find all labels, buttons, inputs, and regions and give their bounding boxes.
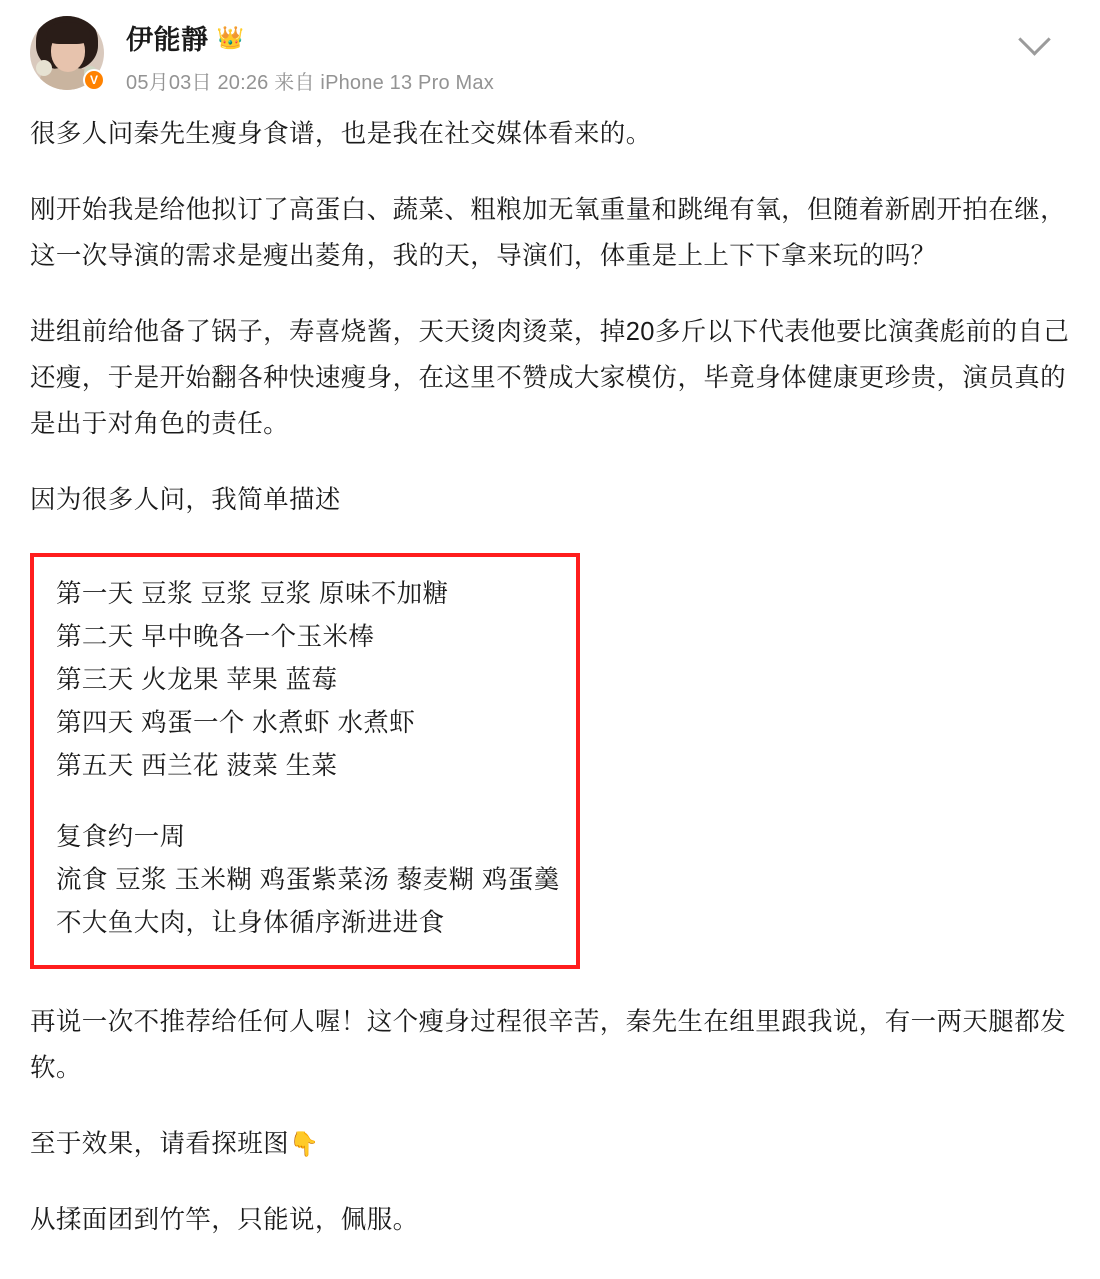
post-paragraph: 进组前给他备了锅子，寿喜烧酱，天天烫肉烫菜，掉20多斤以下代表他要比演龚彪前的自己还瘦，于是开始翻各种快速瘦身，在这里不赞成大家模仿，毕竟身体健康更珍贵，演员真的是出于对角色的责任。 (30, 318, 1070, 438)
post-paragraph: 刚开始我是给他拟订了高蛋白、蔬菜、粗粮加无氧重量和跳绳有氧，但随着新剧开拍在继，这一次导演的需求是瘦出菱角，我的天，导演们，体重是上上下下拿来玩的吗？ (30, 196, 1067, 270)
post-paragraph: 很多人问秦先生瘦身食谱，也是我在社交媒体看来的。 (30, 120, 652, 148)
recipe-line: 不大鱼大肉，让身体循序渐进进食 (56, 909, 445, 937)
post-source[interactable]: 来自 iPhone 13 Pro Max (274, 72, 494, 94)
post-header (30, 14, 1070, 95)
point-down-icon: 👇 (289, 1131, 320, 1158)
author-name-row (126, 18, 494, 57)
recipe-line: 流食 豆浆 玉米糊 鸡蛋紫菜汤 藜麦糊 鸡蛋羹 (56, 866, 560, 894)
recipe-line: 第四天 鸡蛋一个 水煮虾 水煮虾 (56, 709, 416, 737)
post-content (30, 111, 1070, 1243)
recipe-line: 复食约一周 (56, 823, 186, 851)
recipe-spacer (56, 788, 554, 816)
recipe-line: 第二天 早中晚各一个玉米棒 (56, 623, 375, 651)
author-info (126, 14, 494, 95)
recipe-line: 第一天 豆浆 豆浆 豆浆 原味不加糖 (56, 580, 449, 608)
post-paragraph: 从揉面团到竹竿，只能说，佩服。 (30, 1206, 419, 1234)
post-meta (126, 66, 494, 95)
highlighted-recipe-block (30, 553, 580, 969)
author-nickname[interactable]: 伊能靜 (126, 25, 209, 55)
recipe-line: 第五天 西兰花 菠菜 生菜 (56, 752, 338, 780)
verified-badge-icon: V (83, 69, 105, 91)
avatar-bangs (46, 22, 90, 44)
post-paragraph (30, 1121, 1070, 1167)
crown-icon: 👑 (216, 24, 244, 50)
post-paragraph: 因为很多人问，我简单描述 (30, 486, 341, 514)
post-paragraph-text: 至于效果，请看探班图 (30, 1130, 290, 1158)
avatar[interactable] (30, 16, 104, 90)
recipe-line: 第三天 火龙果 苹果 蓝莓 (56, 666, 338, 694)
avatar-flower-left (36, 60, 52, 76)
post-paragraph: 再说一次不推荐给任何人喔！这个瘦身过程很辛苦，秦先生在组里跟我说，有一两天腿都发软。 (30, 1008, 1067, 1082)
chevron-down-icon[interactable] (1018, 20, 1052, 54)
post-timestamp: 05月03日 20:26 (126, 72, 269, 94)
